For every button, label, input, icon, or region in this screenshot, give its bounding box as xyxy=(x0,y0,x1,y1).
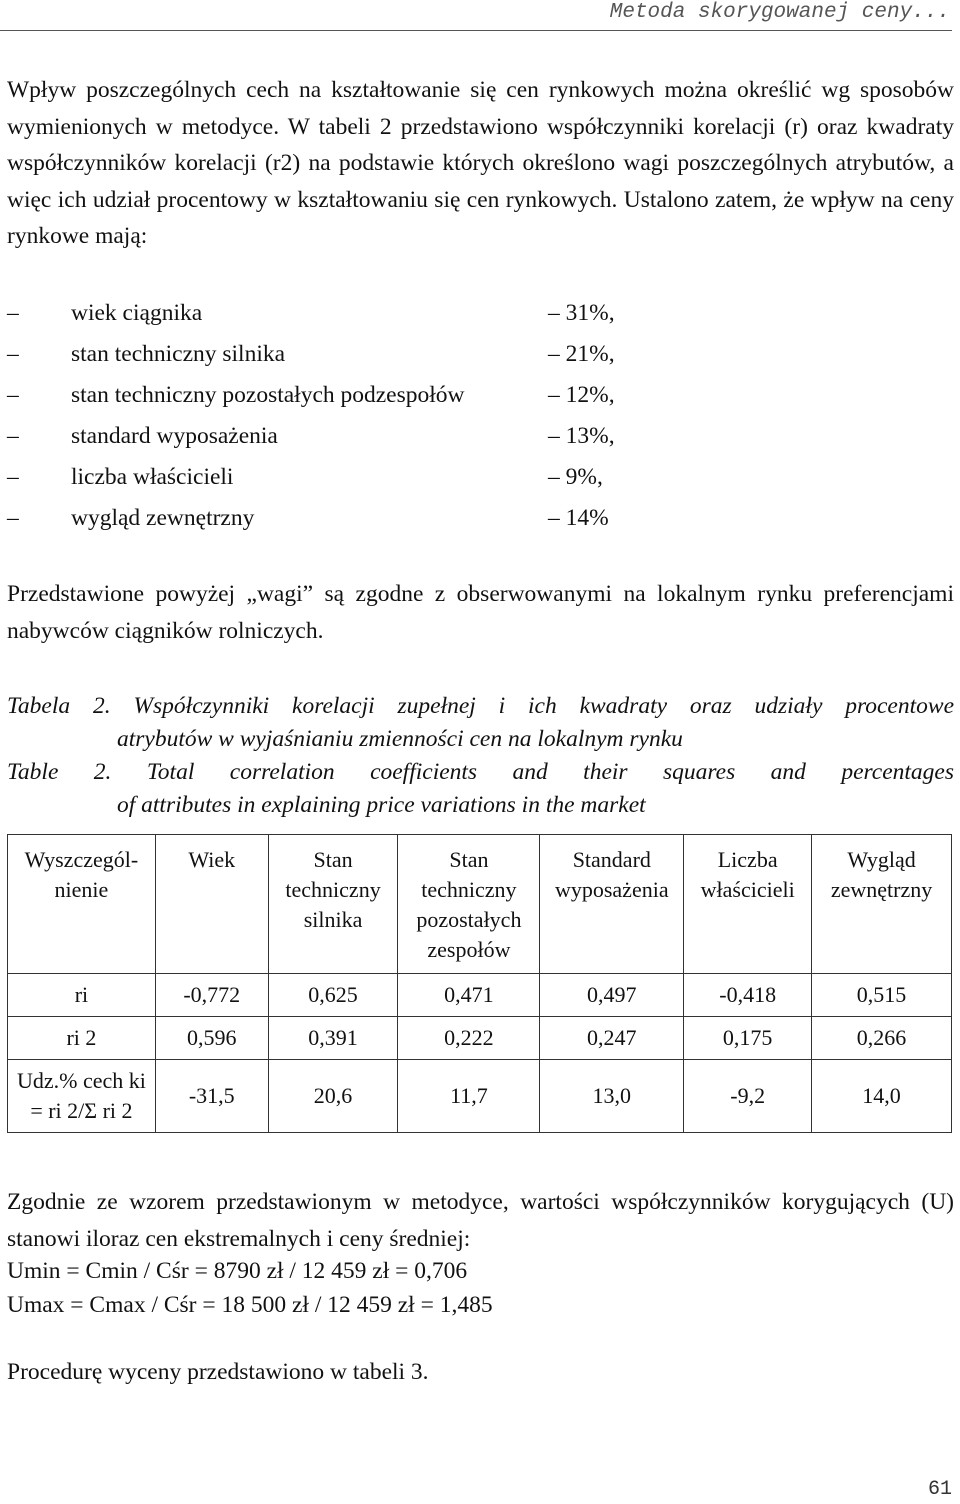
caption-en-line1 xyxy=(7,756,954,789)
list-item-value: – 14% xyxy=(548,505,609,531)
row-label: Udz.% cech ki = ri 2/Σ ri 2 xyxy=(8,1060,156,1133)
list-item-label: liczba właścicieli xyxy=(71,464,234,490)
list-dash: – xyxy=(7,300,19,326)
list-item xyxy=(7,378,707,419)
caption-pl-text: Współczynniki korelacji zupełnej i ich kwadraty oraz udziały procentowe xyxy=(133,693,955,719)
list-dash: – xyxy=(7,423,19,449)
list-item-value: – 21%, xyxy=(548,341,615,367)
caption-pl-line1 xyxy=(7,690,954,723)
table-row xyxy=(8,974,952,1017)
table-cell: 0,515 xyxy=(812,974,952,1017)
list-item xyxy=(7,337,707,378)
list-dash: – xyxy=(7,464,19,490)
table-cell: 0,625 xyxy=(268,974,398,1017)
page-number: 61 xyxy=(927,1478,952,1501)
caption-pl-line2: atrybutów w wyjaśnianiu zmienności cen na lokalnym rynku xyxy=(117,726,683,752)
list-item xyxy=(7,296,707,337)
running-title: Metoda skorygowanej ceny... xyxy=(609,1,950,24)
table-header-cell: Stan techniczny silnika xyxy=(268,835,398,974)
table-header-cell: Stan techniczny pozostałych zespołów xyxy=(398,835,540,974)
after-list-paragraph: Przedstawione powyżej „wagi” są zgodne z obserwowanymi na lokalnym rynku preferencjami nabywców ciągników rolniczych. xyxy=(7,581,954,644)
table-header-cell: Wyszczegól-nienie xyxy=(8,835,156,974)
table-cell: 20,6 xyxy=(268,1060,398,1133)
closing-paragraph: Procedurę wyceny przedstawiono w tabeli 3. xyxy=(7,1359,429,1385)
table-row xyxy=(8,1060,952,1133)
umax-formula: Umax = Cmax / Cśr = 18 500 zł / 12 459 zł = 1,485 xyxy=(7,1292,493,1318)
list-item-label: stan techniczny silnika xyxy=(71,341,286,367)
umin-formula: Umin = Cmin / Cśr = 8790 zł / 12 459 zł = 0,706 xyxy=(7,1258,468,1284)
table-row xyxy=(8,1017,952,1060)
table-cell: 0,222 xyxy=(398,1017,540,1060)
caption-pl-prefix: Tabela 2. xyxy=(7,693,111,719)
list-item-label: stan techniczny pozostałych podzespołów xyxy=(71,382,465,408)
table-cell: 0,391 xyxy=(268,1017,398,1060)
row-label: ri 2 xyxy=(8,1017,156,1060)
intro-paragraph: Wpływ poszczególnych cech na kształtowanie się cen rynkowych można określić wg sposobów wymienionych w metodyce. W tabeli 2 przedstawiono współczynniki korelacji (r) oraz kwadraty współczynników korelacji (r2) na podstawie których określono wagi poszczególnych atrybutów, a więc ich udział procentowy w kształtowaniu się cen rynkowych. Ustalono zatem, że wpływ na ceny rynkowe mają: xyxy=(7,77,954,249)
list-item-label: wygląd zewnętrzny xyxy=(71,505,255,531)
table-header-cell: Wygląd zewnętrzny xyxy=(812,835,952,974)
table-header-cell: Wiek xyxy=(155,835,268,974)
weights-list xyxy=(7,296,707,542)
row-label: ri xyxy=(8,974,156,1017)
table-caption xyxy=(7,690,954,822)
list-dash: – xyxy=(7,341,19,367)
list-item-label: standard wyposażenia xyxy=(71,423,278,449)
table-header-cell: Standard wyposażenia xyxy=(540,835,684,974)
list-item-value: – 9%, xyxy=(548,464,603,490)
caption-en-prefix: Table 2. xyxy=(7,759,112,785)
list-item xyxy=(7,460,707,501)
table-cell: 13,0 xyxy=(540,1060,684,1133)
table-cell: 0,175 xyxy=(684,1017,812,1060)
list-item-value: – 13%, xyxy=(548,423,615,449)
table-cell: 14,0 xyxy=(812,1060,952,1133)
list-item-value: – 31%, xyxy=(548,300,615,326)
list-item xyxy=(7,419,707,460)
table-cell: -9,2 xyxy=(684,1060,812,1133)
table-cell: -31,5 xyxy=(155,1060,268,1133)
table-cell: -0,418 xyxy=(684,974,812,1017)
running-header xyxy=(0,0,952,31)
table-cell: 0,596 xyxy=(155,1017,268,1060)
list-dash: – xyxy=(7,382,19,408)
table-cell: 0,247 xyxy=(540,1017,684,1060)
table-cell: 0,471 xyxy=(398,974,540,1017)
table-cell: 0,266 xyxy=(812,1017,952,1060)
list-dash: – xyxy=(7,505,19,531)
table-header-row xyxy=(8,835,952,974)
correlation-table xyxy=(7,834,952,1133)
table-cell: 0,497 xyxy=(540,974,684,1017)
caption-en-line2: of attributes in explaining price variations in the market xyxy=(117,792,646,818)
list-item xyxy=(7,501,707,542)
formula-paragraph: Zgodnie ze wzorem przedstawionym w metodyce, wartości współczynników korygujących (U) stanowi iloraz cen ekstremalnych i ceny średniej: xyxy=(7,1189,954,1252)
table-header-cell: Liczba właścicieli xyxy=(684,835,812,974)
list-item-value: – 12%, xyxy=(548,382,615,408)
table-cell: -0,772 xyxy=(155,974,268,1017)
table-cell: 11,7 xyxy=(398,1060,540,1133)
list-item-label: wiek ciągnika xyxy=(71,300,203,326)
caption-en-text: Total correlation coefficients and their squares and percentages xyxy=(146,759,955,785)
